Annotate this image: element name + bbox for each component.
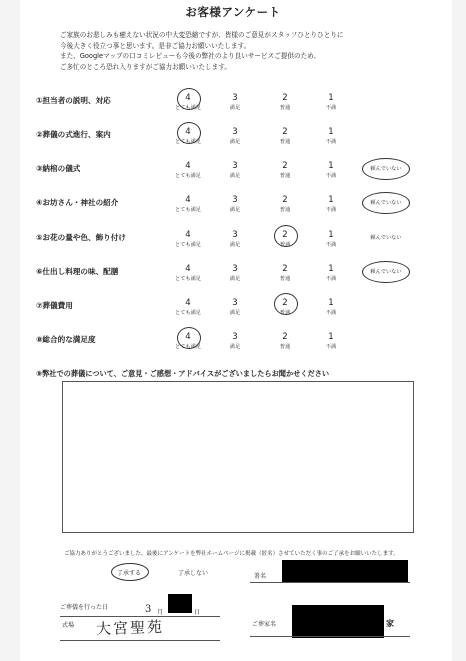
question-label: ④お坊さん・神社の紹介 (36, 198, 119, 207)
rating-number: 4 (185, 127, 191, 137)
question-label: ③納棺の儀式 (36, 164, 81, 173)
rating-option-2[interactable] (267, 264, 303, 283)
rating-label: とても満足 (175, 344, 201, 350)
rating-option-1[interactable] (313, 161, 349, 180)
rating-label: とても満足 (175, 173, 201, 179)
rating-label: 不満 (325, 276, 337, 282)
page-title: お客様アンケート (185, 5, 281, 19)
rating-label: 不満 (325, 310, 337, 316)
rating-option-1[interactable] (313, 127, 349, 146)
rating-label: とても満足 (175, 139, 201, 145)
selected-answer-circle (362, 261, 410, 283)
selected-answer-circle (362, 192, 410, 214)
rating-number: 3 (232, 161, 238, 171)
rating-number: 4 (185, 264, 191, 274)
month-value: 3 (145, 604, 152, 615)
rating-label: とても満足 (175, 105, 201, 111)
rating-number: 1 (328, 195, 334, 205)
rating-option-3[interactable] (217, 264, 253, 283)
venue-label: 式場 (62, 622, 75, 629)
rating-number: 3 (232, 264, 238, 274)
rating-number: 3 (232, 332, 238, 342)
not-requested-option[interactable]: 頼んでいない (370, 166, 402, 172)
rating-label: 普通 (279, 173, 291, 179)
rating-number: 2 (282, 230, 288, 240)
rating-label: とても満足 (175, 207, 201, 213)
rating-label: 不満 (325, 242, 337, 248)
rating-option-3[interactable] (217, 161, 253, 180)
question-label: ⑤お花の量や色、飾り付け (36, 233, 126, 242)
rating-number: 1 (328, 298, 334, 308)
rating-number: 4 (185, 93, 191, 103)
rating-number: 4 (185, 161, 191, 171)
rating-label: 普通 (279, 276, 291, 282)
redacted-signature (282, 560, 408, 582)
rating-label: 普通 (279, 344, 291, 350)
rating-number: 2 (282, 127, 288, 137)
rating-label: 満足 (229, 344, 241, 350)
month-label: 月 (157, 609, 164, 616)
rating-label: 満足 (229, 276, 241, 282)
rating-label: 満足 (229, 310, 241, 316)
rating-number: 4 (185, 230, 191, 240)
rating-option-2[interactable] (267, 332, 303, 351)
not-requested-option[interactable]: 頼んでいない (370, 235, 402, 241)
disagree-label: 了承しない (178, 570, 209, 577)
venue-value: 大宮聖苑 (95, 617, 165, 639)
selected-answer-circle (177, 122, 201, 144)
rating-number: 1 (328, 264, 334, 274)
rating-label: 満足 (229, 173, 241, 179)
family-suffix: 家 (386, 619, 394, 628)
rating-number: 2 (282, 298, 288, 308)
rating-option-3[interactable] (217, 230, 253, 249)
question-label: ⑥仕出し料理の味、配膳 (36, 267, 119, 276)
selected-answer-circle (362, 158, 410, 180)
rating-number: 1 (328, 161, 334, 171)
question-label: ①担当者の説明、対応 (36, 96, 111, 105)
signature-line (250, 582, 410, 583)
rating-option-1[interactable] (313, 93, 349, 112)
rating-label: 普通 (279, 242, 291, 248)
day-label: 日 (194, 609, 201, 616)
rating-number: 2 (282, 93, 288, 103)
redacted-day (168, 594, 192, 613)
rating-number: 4 (185, 298, 191, 308)
rating-option-4[interactable] (170, 161, 206, 180)
selected-answer-circle (274, 293, 298, 315)
rating-number: 3 (232, 93, 238, 103)
rating-option-2[interactable] (267, 161, 303, 180)
agree-selected-circle (111, 563, 149, 581)
rating-option-2[interactable] (267, 93, 303, 112)
date-label: ご葬儀を行った日 (60, 604, 109, 611)
rating-option-1[interactable] (313, 195, 349, 214)
rating-option-3[interactable] (217, 195, 253, 214)
rating-option-4[interactable] (170, 230, 206, 249)
rating-number: 1 (328, 230, 334, 240)
rating-label: 不満 (325, 139, 337, 145)
rating-option-1[interactable] (313, 298, 349, 317)
rating-option-2[interactable] (267, 127, 303, 146)
intro-line: ご家族のお悲しみも癒えない状況の中大変恐縮ですが、皆様のご意見がスタッフひとりひとりに (60, 31, 344, 39)
rating-number: 4 (185, 195, 191, 205)
rating-option-1[interactable] (313, 230, 349, 249)
intro-line: ご多忙のところ恐れ入りますがご協力お願いいたします。 (60, 62, 231, 71)
rating-label: 普通 (279, 207, 291, 213)
comment-box[interactable] (62, 381, 414, 533)
consent-text: ご協力ありがとうございました。最後にアンケートを弊社ホームページに掲載（匿名）させていただく事のご了承をお願いいたします。 (64, 551, 399, 557)
rating-number: 1 (328, 332, 334, 342)
rating-number: 1 (328, 93, 334, 103)
rating-number: 2 (282, 332, 288, 342)
rating-number: 3 (232, 195, 238, 205)
rating-label: とても満足 (175, 242, 201, 248)
rating-option-4[interactable] (170, 195, 206, 214)
rating-option-3[interactable] (217, 298, 253, 317)
rating-label: 満足 (229, 105, 241, 111)
disagree-option[interactable] (178, 568, 208, 577)
rating-number: 3 (232, 230, 238, 240)
rating-option-4[interactable] (170, 298, 206, 317)
rating-label: 普通 (279, 105, 291, 111)
rating-number: 3 (232, 298, 238, 308)
rating-label: 満足 (229, 207, 241, 213)
rating-number: 3 (232, 127, 238, 137)
rating-number: 1 (328, 127, 334, 137)
rating-option-4[interactable] (170, 264, 206, 283)
rating-option-3[interactable] (217, 127, 253, 146)
rating-number: 2 (282, 195, 288, 205)
venue-line (60, 640, 220, 641)
selected-answer-circle (177, 88, 201, 110)
intro-line: また、Googleマップの口コミレビューも今後の弊社のより良いサービスご提供のため、 (60, 52, 321, 60)
selected-answer-circle (177, 327, 201, 349)
rating-label: 普通 (279, 139, 291, 145)
rating-number: 4 (185, 332, 191, 342)
question-label: ②葬儀の式進行、案内 (36, 130, 111, 139)
rating-label: 不満 (325, 344, 337, 350)
rating-number: 2 (282, 264, 288, 274)
rating-number: 2 (282, 161, 288, 171)
agree-label: 了承する (117, 570, 142, 577)
rating-option-3[interactable] (217, 332, 253, 351)
intro-text (60, 30, 440, 72)
question-label: ⑧総合的な満足度 (36, 335, 96, 344)
question-label: ⑦葬儀費用 (36, 301, 73, 310)
rating-option-1[interactable] (313, 264, 349, 283)
signature-label: 署名 (254, 573, 267, 580)
rating-option-3[interactable] (217, 93, 253, 112)
rating-label: 普通 (279, 310, 291, 316)
rating-label: 不満 (325, 207, 337, 213)
redacted-family-name (292, 605, 384, 638)
intro-line: 今後大きく役立つ事と思います。是非ご協力お願いいたします。 (60, 41, 251, 50)
rating-label: 満足 (229, 139, 241, 145)
not-requested-option[interactable]: 頼んでいない (370, 269, 402, 275)
rating-option-1[interactable] (313, 332, 349, 351)
not-requested-option[interactable]: 頼んでいない (370, 200, 402, 206)
family-name-line (250, 636, 410, 637)
selected-answer-circle (274, 225, 298, 247)
rating-option-2[interactable] (267, 195, 303, 214)
question-9-label: ⑨弊社での葬儀について、ご意見・ご感想・アドバイスがございましたらお聞かせください (36, 369, 330, 378)
rating-label: 不満 (325, 105, 337, 111)
rating-label: とても満足 (175, 276, 201, 282)
rating-label: とても満足 (175, 310, 201, 316)
rating-label: 不満 (325, 173, 337, 179)
family-name-label: ご葬家名 (252, 621, 277, 628)
rating-label: 満足 (229, 242, 241, 248)
